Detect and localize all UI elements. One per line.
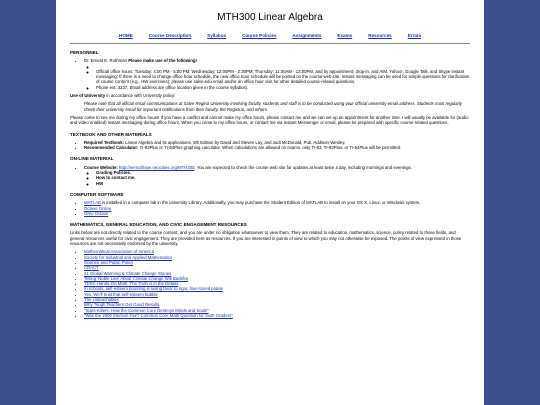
resource-link[interactable]: Mathematical Association of America: [84, 249, 154, 255]
website-label: Course Website:: [84, 164, 118, 170]
online-list: [70, 165, 470, 186]
university-email-label: Use of University: [70, 93, 106, 99]
octave-online-link[interactable]: Octave Online: [84, 205, 112, 211]
resource-link[interactable]: TERC Hands-On Math: The Truth is in the Details: [84, 281, 179, 287]
list-item: [84, 58, 470, 90]
resource-link[interactable]: In schools, self-esteem boosting is losing favor to rigor, finer-tuned praise: [84, 286, 224, 292]
resource-link[interactable]: Telling 'Noble Lies' About Climate Change Will Backfire: [84, 275, 189, 281]
calc-label: Recommended Calculator:: [84, 145, 139, 151]
resource-link[interactable]: "Stars-Killers: How the Common Core Destroys Minds and Souls": [84, 307, 209, 313]
required-label: Required Textbook:: [84, 139, 125, 145]
resource-link[interactable]: Why Tough Teachers Get Good Results: [84, 302, 160, 308]
resource-link[interactable]: CRACT: [84, 265, 99, 271]
instructor-name: Dr. Ernest E. Rothman: [84, 58, 127, 64]
list-item: [84, 313, 470, 318]
personnel-list: [70, 58, 470, 90]
list-item: [84, 200, 470, 205]
nav-assignments[interactable]: Assignments: [292, 33, 322, 38]
list-item: [84, 165, 470, 186]
phone-info: ◦ Phone ext: 3237. Email address are office location given in the course syllabus).: [96, 85, 470, 90]
grading-policies-link[interactable]: Grading Policies.: [96, 170, 132, 176]
list-item: [96, 181, 470, 186]
nav-course-description[interactable]: Course Description: [148, 33, 192, 38]
gnu-octave-link[interactable]: GNU Octave: [84, 210, 109, 216]
software-heading: COMPUTER SOFTWARE: [70, 191, 124, 197]
resource-link[interactable]: 21 Global Warming & Climate Change Stories: [84, 270, 172, 276]
nav-syllabus[interactable]: Syllabus: [207, 33, 227, 38]
nav-course-policies[interactable]: Course Policies: [242, 33, 277, 38]
matlab-text: is installed in a computer lab in the university Library. Additionally, you may purchase the Student Edition of MATLAB to install on your OS X, Linux, or Windows system.: [100, 200, 421, 206]
come-see-paragraph: Please come to see me during my office hours! If you have a conflict and cannot make my office hours, please contact me and we can set up an appointment for another time. I will usually be available for (audio and video enabled) instant messaging during office hours. When you come to my office hours, or contact me via Instant Messenger or email, please be prepared with specific course-related questions.: [70, 114, 469, 126]
software-list: [70, 200, 470, 216]
university-email-line: [70, 93, 470, 98]
divider: [70, 43, 470, 44]
math-edu-intro: Links below are not directly related to the course content, and you are under no obligation whatsoever to view them. They are related to education, mathematics, science, policy related to those fields, and general resources useful for civic engagement. They are provided here as resources. If you are interested in points of view to which you may not otherwise be exposed. The points of view expressed in those resources are not necessarily endorsed by the university.: [70, 230, 462, 247]
nav-bar: [76, 33, 464, 38]
website-text: . You are expected to check the course web site for updates at least twice a day, including mornings and evenings.: [194, 164, 412, 170]
website-link[interactable]: http://eemothope.neocities.org/MTH300: [119, 164, 195, 170]
nav-exams[interactable]: Exams: [337, 33, 353, 38]
resource-link[interactable]: Science and Public Policy: [84, 259, 134, 265]
hw-link[interactable]: HW: [96, 180, 104, 186]
personnel-heading: PERSONNEL: [70, 50, 99, 55]
resource-link[interactable]: The Unteachables: [84, 296, 119, 302]
page: [56, 0, 484, 405]
nav-errata[interactable]: Errata: [407, 33, 421, 38]
textbook-list: [70, 140, 470, 151]
contact-me-link[interactable]: How to contact me.: [96, 175, 136, 181]
page-title: MTH300 Linear Algebra: [217, 12, 323, 23]
main-content: [56, 50, 484, 318]
resource-link[interactable]: "Was the 2000 Election Fair? Common Core Math Question for Sixth Graders": [84, 312, 233, 318]
matlab-link[interactable]: MATLAB: [84, 200, 101, 206]
textbook-heading: TEXTBOOK AND OTHER MATERIALS: [70, 131, 152, 137]
contact-sublist: [84, 64, 470, 90]
nav-home[interactable]: HOME: [119, 33, 133, 38]
instructor-note: Please make use of the following!: [128, 58, 197, 64]
math-edu-heading: MATHEMATICS, GENERAL EDUCATION, AND CIVIC ENGAGEMENT RESOURCES: [70, 222, 247, 228]
policy-quote: Please note that all official email communications at Salve Regina University involving faculty, students and staff is to be conducted using your official university email address. Students must regularly check their university email for important notifications from their faculty, the Registrar, and others.: [84, 101, 462, 112]
calc-text: TI-83Plus or TI-84Plus graphing calculator. When calculations are allowed on exams, only TI-83, TI-83Plus, or TI-84Plus will be permitted.: [138, 145, 402, 151]
math-edu-list: [70, 249, 470, 318]
resource-link[interactable]: Yes, We'll trust that self-esteem bubble: [84, 291, 158, 297]
online-heading: ON-LINE MATERIAL: [70, 156, 114, 162]
list-item: [84, 211, 470, 216]
university-email-rest: in accordance with University policy:: [105, 93, 176, 99]
nav-resources[interactable]: Resources: [368, 33, 392, 38]
required-text: Linear Algebra and its applications, 5th Edition by David and Steven Lay, and Judi McDonald, Pub. Addison-Wesley.: [124, 139, 346, 145]
resource-link[interactable]: Society for Industrial and Applied Mathematics: [84, 254, 173, 260]
office-hours: ◦ Official office hours: Tuesday: 4:00 PM - 5:00 PM; Wednesday: 12:00PM - 2:30PM; Thursday: 11:00AM - 12:00PM, and by appointment; drop-in, and AIM, Yahoo!, Google Talk, and Skype instant messaging; If there is a need to change office hour schedule, the new office hour schedule will be posted on the course web site. Instant messaging can be used for simple questions for clarification of course content (e.g., HW exercises); please use salve.edu email and/or an office hour visit for other detailed course-related questions.: [96, 69, 470, 85]
online-sublist: [84, 170, 470, 186]
list-item: [84, 145, 470, 150]
